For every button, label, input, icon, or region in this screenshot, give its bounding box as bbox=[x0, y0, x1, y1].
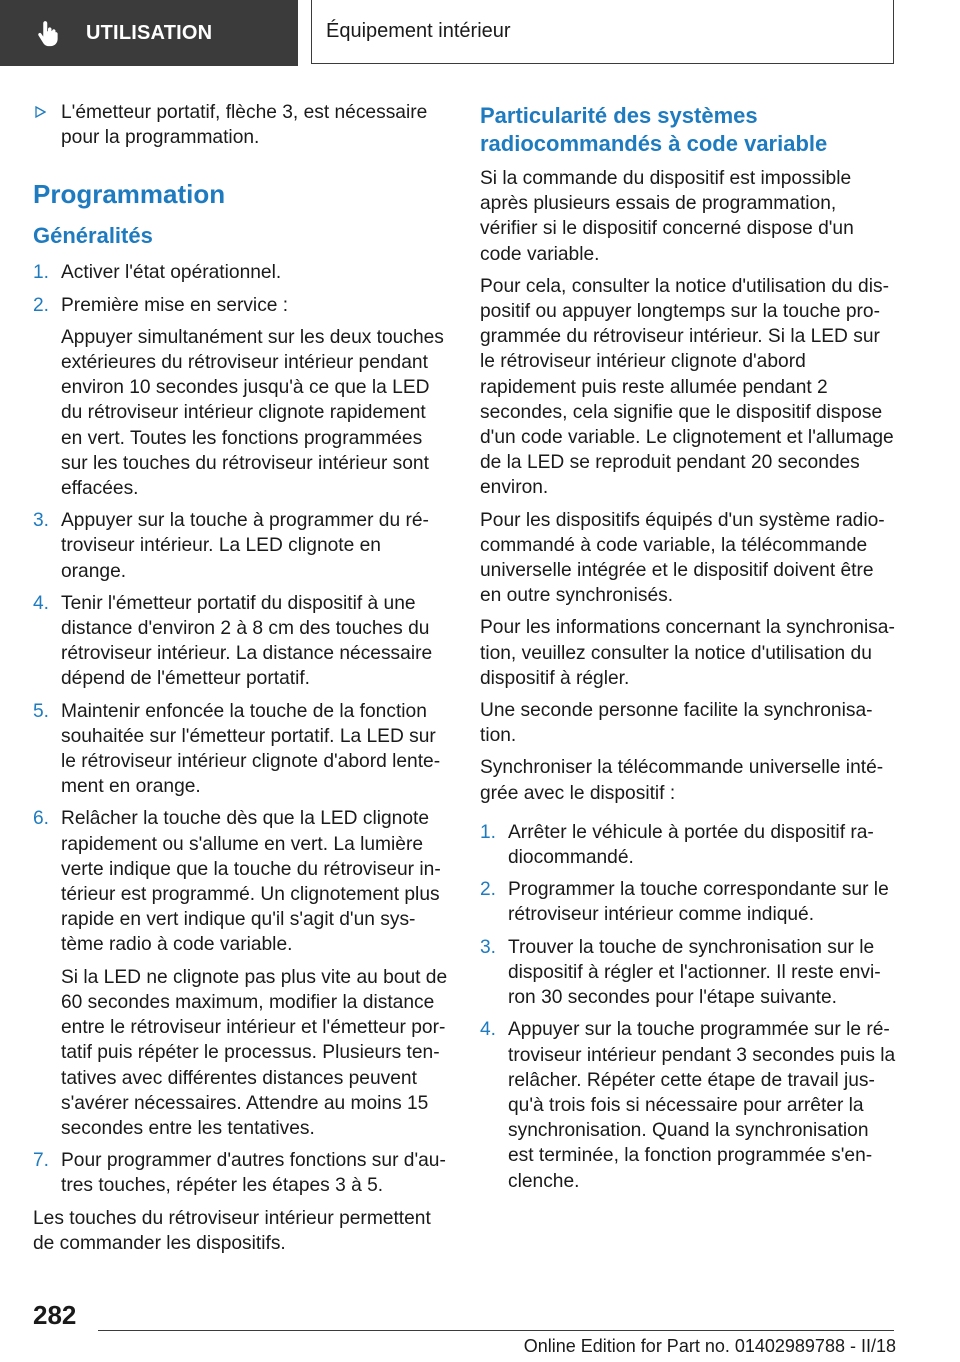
list-item bbox=[33, 699, 448, 800]
paragraph: Pour cela, consulter la notice d'utilisation du dispositif ou appuyer longtemps sur la touche programmée du rétroviseur intérieur. Si la LED sur le rétroviseur intérieur clignote d'abord rapidement puis reste allumée pendant 2 secondes, cela signifie que le dispositif dispose d'un code variable. Le clignotement et l'allumage de la LED se reproduit pendant 20 secondes environ. bbox=[480, 275, 894, 499]
triangle-right-icon bbox=[35, 106, 46, 118]
step-text: Première mise en service : bbox=[61, 294, 289, 316]
list-item bbox=[480, 820, 896, 870]
step-text: Pour programmer d'autres fonctions sur d'autres touches, répéter les étapes 3 à 5. bbox=[61, 1150, 446, 1197]
footer-divider bbox=[98, 1330, 894, 1331]
step-text: Tenir l'émetteur portatif du dispositif à une distance d'environ 2 à 8 cm des touches du rétroviseur intérieur. La distance nécessaire dépend de l'émetteur portatif. bbox=[61, 592, 433, 690]
step-text: Maintenir enfoncée la touche de la fonction souhaitée sur l'émetteur portatif. La LED sur le rétroviseur intérieur clignote d'abord lentement en orange. bbox=[61, 700, 441, 798]
subsection-heading: Particularité des systèmes radiocommandés à code variable bbox=[480, 103, 828, 156]
step-number: 3. bbox=[480, 936, 497, 958]
list-item bbox=[480, 935, 896, 1011]
step-text: Relâcher la touche dès que la LED clignote rapidement ou s'allume en vert. La lumière verte indique que la touche du rétroviseur intérieur est programmé. Un clignotement plus rapide en vert indique qu'il s'agit d'un système radio à code variable. bbox=[61, 808, 441, 956]
left-column bbox=[33, 100, 448, 1263]
paragraph: Pour les informations concernant la synchronisation, veuillez consulter la notice d'utilisation du dispositif à régler. bbox=[480, 617, 895, 689]
step-number: 6. bbox=[33, 808, 50, 830]
step-number: 5. bbox=[33, 700, 50, 722]
step-number: 2. bbox=[480, 879, 497, 901]
subsection-heading: Généralités bbox=[33, 223, 153, 249]
section-tab bbox=[0, 0, 298, 66]
list-item bbox=[480, 877, 896, 927]
step-text: Programmer la touche correspondante sur le rétroviseur intérieur comme indiqué. bbox=[508, 879, 889, 926]
step-number: 2. bbox=[33, 294, 50, 316]
step-text: Appuyer simultanément sur les deux touches extérieures du rétroviseur intérieur pendant environ 10 secondes jusqu'à ce que la LED du rétroviseur intérieur clignote rapidement en vert. Toutes les fonctions programmées sur les touches du rétroviseur intérieur sont effacées. bbox=[61, 326, 444, 500]
step-text: Appuyer sur la touche à programmer du rétroviseur intérieur. La LED clignote en orange. bbox=[61, 510, 429, 582]
step-number: 4. bbox=[480, 1019, 497, 1041]
step-number: 3. bbox=[33, 510, 50, 532]
list-item bbox=[33, 293, 448, 502]
list-item bbox=[33, 508, 448, 584]
list-item bbox=[33, 1148, 448, 1198]
step-text: Arrêter le véhicule à portée du dispositif radiocommandé. bbox=[508, 821, 874, 869]
list-item bbox=[33, 806, 448, 1141]
section-title: UTILISATION bbox=[86, 21, 213, 44]
bullet-text: L'émetteur portatif, flèche 3, est nécessaire pour la programmation. bbox=[61, 102, 428, 149]
step-text: Activer l'état opérationnel. bbox=[61, 262, 282, 284]
paragraph: Synchroniser la télécommande universelle intégrée avec le dispositif : bbox=[480, 757, 884, 804]
section-heading: Programmation bbox=[33, 179, 226, 210]
step-text: Si la LED ne clignote pas plus vite au bout de 60 secondes maximum, modifier la distance entre le rétroviseur intérieur et l'émetteur portatif puis répéter le processus. Plusieurs tentatives avec différentes distances peuvent s'avérer nécessaires. Attendre au moins 15 secondes entre les tentatives. bbox=[61, 966, 448, 1139]
edition-note: Online Edition for Part no. 01402989788 - II/18 bbox=[523, 1336, 896, 1356]
closing-paragraph: Les touches du rétroviseur intérieur permettent de commander les dispositifs. bbox=[33, 1207, 431, 1254]
step-text: Trouver la touche de synchronisation sur le dispositif à régler et l'actionner. Il reste environ 30 secondes pour l'étape suivante. bbox=[508, 936, 881, 1009]
step-number: 1. bbox=[33, 262, 50, 284]
list-item bbox=[480, 1017, 896, 1193]
hand-pointer-icon bbox=[34, 18, 64, 48]
step-number: 4. bbox=[33, 592, 50, 614]
list-item bbox=[33, 591, 448, 692]
bullet-item bbox=[33, 100, 448, 150]
step-text: Appuyer sur la touche programmée sur le rétroviseur intérieur pendant 3 secondes puis la relâcher. Répéter cette étape de travail jusqu'à trois fois si nécessaire pour arrêter la synchronisation. Quand la synchronisation est terminée, la fonction programmée s'enclenche. bbox=[508, 1019, 896, 1192]
chapter-tab bbox=[311, 0, 894, 64]
paragraph: Une seconde personne facilite la synchronisation. bbox=[480, 700, 873, 747]
paragraph: Si la commande du dispositif est impossible après plusieurs essais de programmation, vérifier si le dispositif concerné dispose d'un code variable. bbox=[480, 168, 854, 265]
step-number: 7. bbox=[33, 1150, 50, 1172]
page-header bbox=[0, 0, 960, 66]
list-item bbox=[33, 260, 448, 285]
chapter-title: Équipement intérieur bbox=[326, 20, 511, 42]
step-number: 1. bbox=[480, 821, 497, 843]
paragraph: Pour les dispositifs équipés d'un système radiocommandé à code variable, la télécommande universelle intégrée et le dispositif doivent être en outre synchronisés. bbox=[480, 509, 885, 607]
page-number: 282 bbox=[33, 1300, 77, 1330]
right-column bbox=[480, 100, 896, 1201]
